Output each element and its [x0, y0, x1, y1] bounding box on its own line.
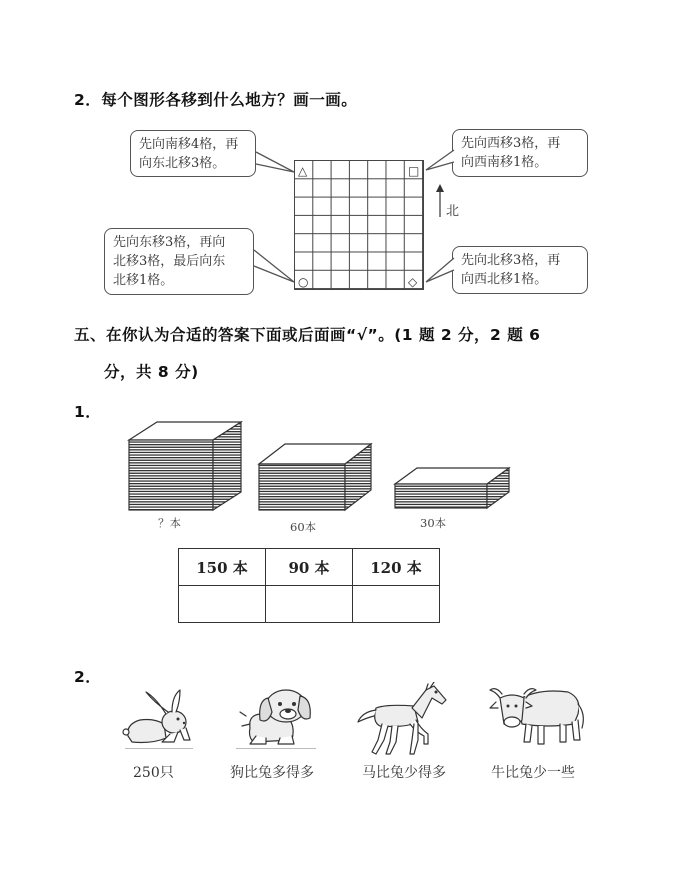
bubble-line: 向东北移3格。: [139, 156, 226, 171]
bubble-line: 先向东移3格，再向: [113, 235, 226, 250]
horse-icon: [356, 682, 452, 756]
instruction-bubble-circle: [104, 228, 254, 295]
dog-icon: [236, 684, 316, 748]
book-stack-unknown: [129, 422, 241, 510]
question-2b-number: 2．: [74, 668, 102, 686]
animal-label-horse: 马比兔少得多: [362, 765, 446, 781]
bubble-tails-right: [424, 140, 456, 300]
bubble-line: 北移1格。: [113, 273, 174, 288]
instruction-bubble-square: [452, 129, 588, 177]
table-row: [179, 586, 440, 623]
question-2-title: 2．每个图形各移到什么地方？画一画。: [74, 91, 358, 109]
bubble-tails-left: [250, 140, 300, 300]
section-5-heading-line2: 分，共 8 分): [104, 363, 199, 381]
divider: [125, 748, 193, 749]
table-row: [179, 549, 440, 586]
book-label-unknown: ？本: [158, 516, 181, 530]
movement-grid: [294, 160, 424, 290]
instruction-bubble-triangle: [130, 130, 256, 177]
book-stack-30: [395, 468, 509, 508]
answer-option-90: 90 本: [266, 549, 353, 586]
cow-icon: [488, 684, 588, 750]
instruction-bubble-diamond: [452, 246, 588, 294]
animal-label-rabbit: 250只: [133, 765, 174, 781]
answer-cell-90[interactable]: [266, 586, 353, 623]
bubble-line: 先向西移3格，再: [461, 136, 561, 151]
section-5-heading-line1: 五、在你认为合适的答案下面或后面画“√”。(1 题 2 分，2 题 6: [74, 326, 541, 344]
animal-label-cow: 牛比兔少一些: [491, 765, 575, 781]
animal-label-dog: 狗比兔多得多: [230, 765, 314, 781]
book-stacks-illustration: [125, 418, 520, 518]
answer-option-150: 150 本: [179, 549, 266, 586]
answer-cell-120[interactable]: [353, 586, 440, 623]
circle-icon: ○: [298, 275, 309, 289]
north-arrow-icon: [434, 183, 446, 219]
bubble-line: 先向北移3格，再: [461, 253, 561, 268]
square-icon: □: [408, 164, 420, 178]
bubble-line: 向西南移1格。: [461, 155, 548, 170]
rabbit-icon: [122, 688, 194, 748]
bubble-line: 北移3格，最后向东: [113, 254, 226, 269]
diamond-icon: ◇: [408, 275, 418, 289]
north-label: 北: [446, 204, 460, 219]
triangle-icon: △: [298, 164, 308, 178]
book-stack-60: [259, 444, 371, 510]
bubble-line: 先向南移4格，再: [139, 137, 239, 152]
divider: [236, 748, 316, 749]
bubble-line: 向西北移1格。: [461, 272, 548, 287]
question-1-number: 1．: [74, 403, 102, 421]
answer-cell-150[interactable]: [179, 586, 266, 623]
answer-table: [178, 548, 440, 623]
book-label-60: 60本: [290, 520, 317, 534]
book-label-30: 30本: [420, 516, 447, 530]
answer-option-120: 120 本: [353, 549, 440, 586]
